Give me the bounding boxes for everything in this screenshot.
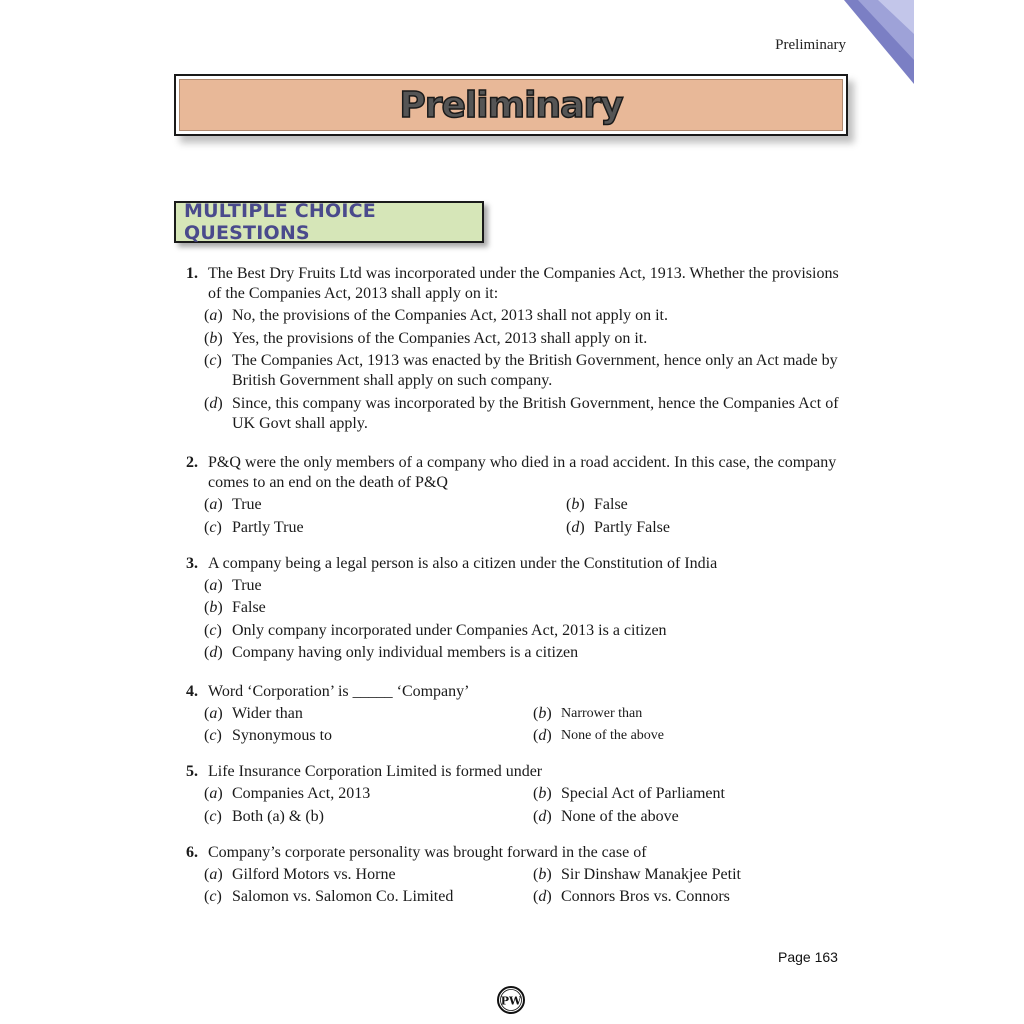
- question-text: A company being a legal person is also a citizen under the Constitution of India: [208, 554, 718, 572]
- question-number: 6.: [186, 843, 198, 861]
- option-text: Salomon vs. Salomon Co. Limited: [232, 888, 454, 905]
- option-text: Special Act of Parliament: [561, 785, 725, 802]
- option-text: False: [594, 496, 628, 513]
- option-b[interactable]: (b) Special Act of Parliament: [533, 784, 850, 804]
- option-text: Only company incorporated under Companies Act, 2013 is a citizen: [232, 621, 667, 639]
- option-d[interactable]: (d) Company having only individual members is a citizen: [204, 643, 850, 663]
- question-list: [186, 264, 850, 907]
- question-3: [186, 554, 850, 666]
- option-a[interactable]: (a) No, the provisions of the Companies Act, 2013 shall not apply on it.: [204, 306, 850, 326]
- option-text: None of the above: [561, 807, 679, 825]
- question-number: 2.: [186, 454, 198, 471]
- option-text: Companies Act, 2013: [232, 785, 371, 802]
- option-d[interactable]: (d) None of the above: [533, 807, 850, 827]
- option-a[interactable]: (a) Companies Act, 2013: [204, 784, 533, 804]
- option-text: None of the above: [561, 728, 665, 743]
- option-text: Company having only individual members is a citizen: [232, 644, 579, 661]
- question-number: 5.: [186, 763, 198, 780]
- option-b[interactable]: (b) False: [566, 495, 850, 515]
- options: [204, 576, 850, 664]
- svg-text:PW: PW: [500, 994, 522, 1008]
- option-a[interactable]: (a) Wider than: [204, 704, 533, 724]
- option-text: Connors Bros vs. Connors: [561, 888, 730, 905]
- chapter-title: Preliminary: [399, 84, 623, 126]
- question-number: 3.: [186, 554, 198, 572]
- option-d[interactable]: (d) Since, this company was incorporated by the British Government, hence the Companies Act of UK Govt shall apply.: [204, 394, 850, 434]
- options: [204, 495, 850, 538]
- option-text: True: [232, 496, 262, 513]
- corner-decoration: [844, 0, 914, 84]
- option-text: Sir Dinshaw Manakjee Petit: [561, 865, 741, 883]
- option-text: Both (a) & (b): [232, 807, 324, 825]
- option-b[interactable]: (b) False: [204, 598, 850, 618]
- question-text: Life Insurance Corporation Limited is formed under: [208, 763, 543, 780]
- option-b[interactable]: (b) Sir Dinshaw Manakjee Petit: [533, 865, 850, 885]
- option-c[interactable]: (c) Partly True: [204, 518, 566, 538]
- option-a[interactable]: (a) True: [204, 576, 850, 596]
- question-6: [186, 843, 850, 908]
- option-text: Yes, the provisions of the Companies Act, 2013 shall apply on it.: [232, 329, 648, 347]
- option-b[interactable]: (b) Narrower than: [533, 704, 850, 724]
- option-d[interactable]: (d) Connors Bros vs. Connors: [533, 887, 850, 907]
- option-b[interactable]: (b) Yes, the provisions of the Companies Act, 2013 shall apply on it.: [204, 329, 850, 349]
- options: [204, 306, 850, 434]
- option-text: Partly True: [232, 518, 304, 536]
- option-text: The Companies Act, 1913 was enacted by the British Government, hence only an Act made by British Government shall apply on such company.: [232, 352, 838, 389]
- question-5: [186, 762, 850, 827]
- page-number: Page 163: [778, 949, 838, 965]
- option-a[interactable]: (a) Gilford Motors vs. Horne: [204, 865, 533, 885]
- option-c[interactable]: (c) Only company incorporated under Companies Act, 2013 is a citizen: [204, 621, 850, 641]
- option-c[interactable]: (c) Salomon vs. Salomon Co. Limited: [204, 887, 533, 907]
- options: [204, 784, 850, 827]
- option-text: Synonymous to: [232, 727, 333, 744]
- running-head: Preliminary: [775, 37, 846, 53]
- option-text: No, the provisions of the Companies Act, 2013 shall not apply on it.: [232, 307, 668, 324]
- question-2: [186, 453, 850, 538]
- question-text: Word ‘Corporation’ is _____ ‘Company’: [208, 682, 470, 700]
- option-d[interactable]: (d) Partly False: [566, 518, 850, 538]
- chapter-banner: [174, 74, 848, 136]
- option-c[interactable]: (c) The Companies Act, 1913 was enacted by the British Government, hence only an Act made by British Government shall apply on such company.: [204, 351, 850, 391]
- section-heading-box: [174, 201, 484, 243]
- question-text: The Best Dry Fruits Ltd was incorporated under the Companies Act, 1913. Whether the provisions of the Companies Act, 2013 shall apply on it:: [208, 265, 839, 302]
- option-text: Wider than: [232, 704, 303, 722]
- option-text: Gilford Motors vs. Horne: [232, 865, 396, 883]
- option-text: Partly False: [594, 518, 670, 536]
- pw-logo-icon: [497, 986, 525, 1014]
- option-d[interactable]: (d) None of the above: [533, 726, 850, 746]
- option-text: Narrower than: [561, 705, 643, 721]
- question-4: [186, 682, 850, 747]
- options: [204, 704, 850, 747]
- options: [204, 865, 850, 908]
- option-a[interactable]: (a) True: [204, 495, 566, 515]
- option-text: False: [232, 599, 266, 616]
- section-heading: MULTIPLE CHOICE QUESTIONS: [184, 200, 376, 244]
- question-text: Company’s corporate personality was brought forward in the case of: [208, 843, 647, 861]
- option-text: True: [232, 576, 262, 594]
- question-1: [186, 264, 850, 436]
- question-text: P&Q were the only members of a company who died in a road accident. In this case, the company comes to an end on the death of P&Q: [208, 454, 837, 491]
- question-number: 1.: [186, 265, 198, 282]
- option-c[interactable]: (c) Synonymous to: [204, 726, 533, 746]
- question-number: 4.: [186, 682, 198, 700]
- option-text: Since, this company was incorporated by the British Government, hence the Companies Act of UK Govt shall apply.: [232, 394, 839, 432]
- option-c[interactable]: (c) Both (a) & (b): [204, 807, 533, 827]
